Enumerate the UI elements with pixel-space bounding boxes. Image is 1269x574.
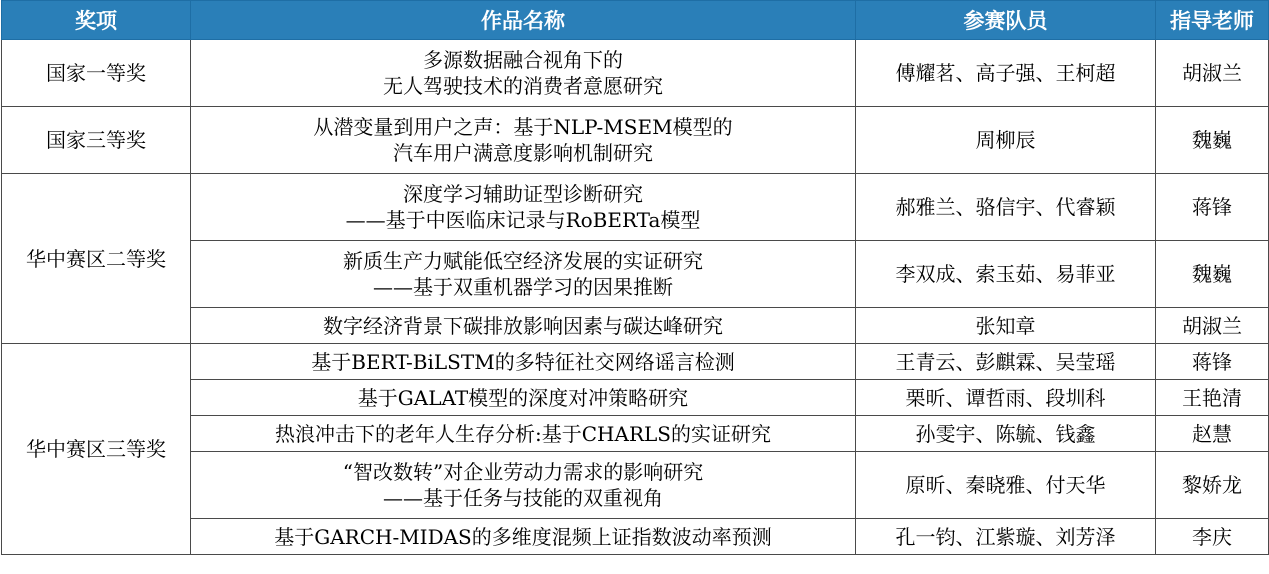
members-cell: 王青云、彭麒霖、吴莹瑶: [856, 344, 1156, 380]
title-line: 基于BERT-BiLSTM的多特征社交网络谣言检测: [311, 349, 735, 374]
members-cell: 孙雯宇、陈毓、钱鑫: [856, 416, 1156, 452]
title-line: ——基于双重机器学习的因果推断: [373, 275, 673, 299]
table-row: [2, 519, 1269, 555]
title-cell: [191, 380, 856, 416]
title-line: “智改数转”对企业劳动力需求的影响研究: [342, 460, 704, 484]
members-cell: 李双成、索玉茹、易菲亚: [856, 241, 1156, 308]
advisor-cell: 赵慧: [1156, 416, 1269, 452]
members-cell: 傅耀茗、高子强、王柯超: [856, 40, 1156, 107]
title-line: 深度学习辅助证型诊断研究: [403, 182, 643, 206]
table-row: [2, 174, 1269, 241]
title-cell: [191, 519, 856, 555]
members-cell: 张知章: [856, 308, 1156, 344]
award-cell: 国家三等奖: [2, 107, 191, 174]
members-cell: 郝雅兰、骆信宇、代睿颖: [856, 174, 1156, 241]
title-cell: [191, 241, 856, 308]
members-cell: 孔一钧、江紫璇、刘芳泽: [856, 519, 1156, 555]
table-row: [2, 452, 1269, 519]
awards-table: [1, 0, 1269, 555]
table-row: [2, 344, 1269, 380]
title-cell: [191, 40, 856, 107]
title-line: 多源数据融合视角下的: [423, 48, 623, 72]
title-line: 汽车用户满意度影响机制研究: [393, 141, 653, 165]
advisor-cell: 黎娇龙: [1156, 452, 1269, 519]
title-line: ——基于任务与技能的双重视角: [383, 486, 663, 510]
title-line: 热浪冲击下的老年人生存分析:基于CHARLS的实证研究: [275, 421, 771, 446]
advisor-cell: 魏巍: [1156, 241, 1269, 308]
award-cell: 华中赛区三等奖: [2, 344, 191, 555]
title-line: 从潜变量到用户之声：基于NLP-MSEM模型的: [313, 115, 733, 139]
advisor-cell: 胡淑兰: [1156, 308, 1269, 344]
table-row: [2, 308, 1269, 344]
members-cell: 栗昕、谭哲雨、段圳科: [856, 380, 1156, 416]
table-row: [2, 241, 1269, 308]
members-cell: 周柳辰: [856, 107, 1156, 174]
title-line: 基于GARCH-MIDAS的多维度混频上证指数波动率预测: [274, 524, 772, 549]
award-cell: 国家一等奖: [2, 40, 191, 107]
award-cell: 华中赛区二等奖: [2, 174, 191, 344]
table-row: [2, 380, 1269, 416]
title-line: 新质生产力赋能低空经济发展的实证研究: [343, 249, 703, 273]
title-line: 数字经济背景下碳排放影响因素与碳达峰研究: [323, 313, 723, 338]
header-award: 奖项: [2, 1, 191, 40]
advisor-cell: 胡淑兰: [1156, 40, 1269, 107]
advisor-cell: 魏巍: [1156, 107, 1269, 174]
header-members: 参赛队员: [856, 1, 1156, 40]
header-advisor: 指导老师: [1156, 1, 1269, 40]
table-row: [2, 40, 1269, 107]
title-line: 无人驾驶技术的消费者意愿研究: [383, 74, 663, 98]
members-cell: 原昕、秦晓雅、付天华: [856, 452, 1156, 519]
title-cell: [191, 344, 856, 380]
advisor-cell: 蒋锋: [1156, 174, 1269, 241]
advisor-cell: 王艳清: [1156, 380, 1269, 416]
title-cell: [191, 174, 856, 241]
title-line: 基于GALAT模型的深度对冲策略研究: [357, 385, 689, 410]
advisor-cell: 蒋锋: [1156, 344, 1269, 380]
header-row: [2, 1, 1269, 40]
title-cell: [191, 107, 856, 174]
title-cell: [191, 416, 856, 452]
title-cell: [191, 452, 856, 519]
table-row: [2, 416, 1269, 452]
advisor-cell: 李庆: [1156, 519, 1269, 555]
header-title: 作品名称: [191, 1, 856, 40]
title-line: ——基于中医临床记录与RoBERTa模型: [345, 208, 701, 232]
title-cell: [191, 308, 856, 344]
table-row: [2, 107, 1269, 174]
